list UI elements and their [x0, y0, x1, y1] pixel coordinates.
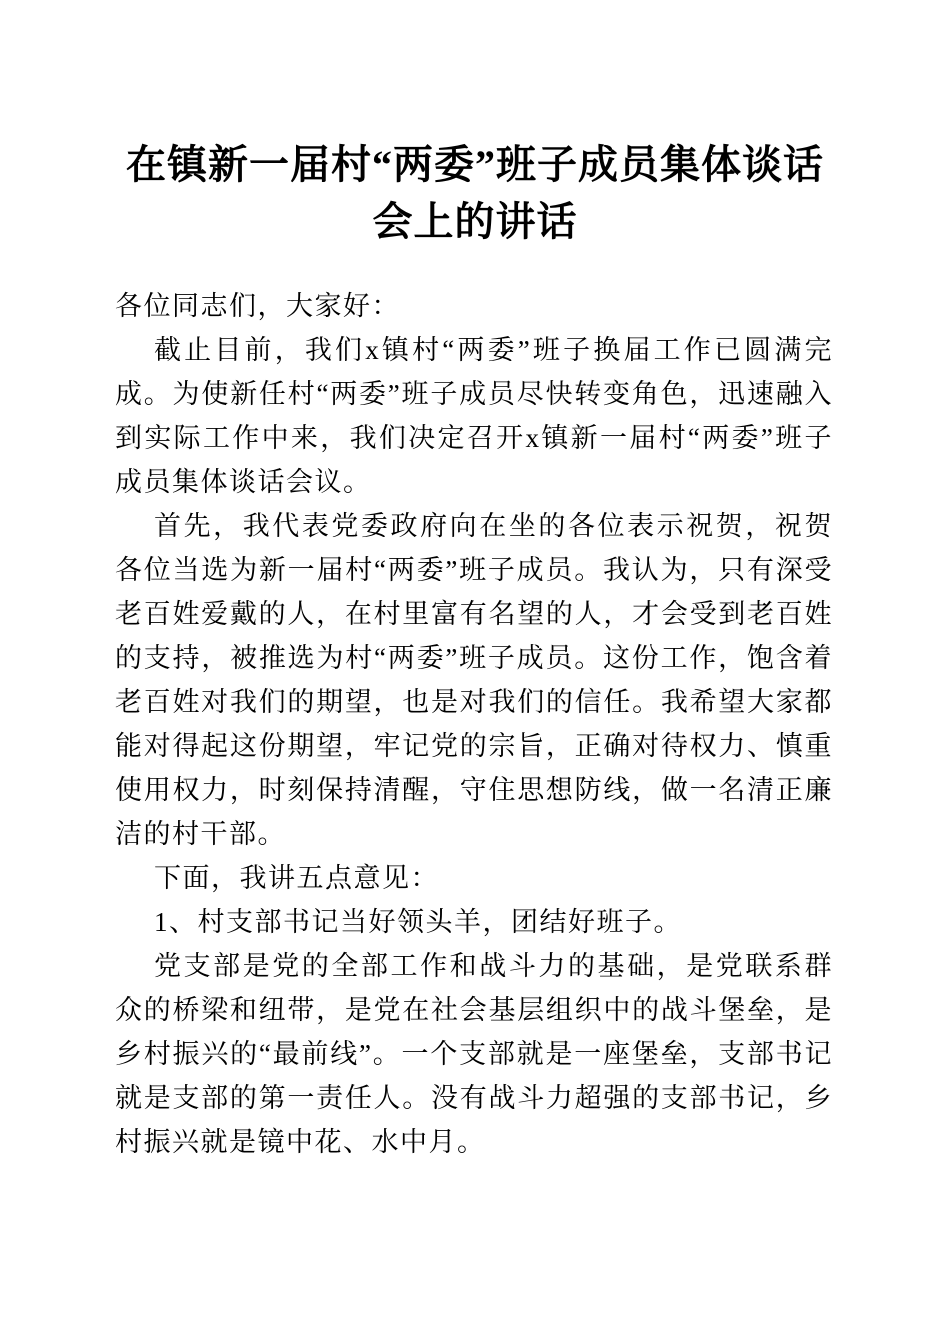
document-body [115, 284, 833, 1164]
document-title: 在镇新一届村“两委”班子成员集体谈话会上的讲话 [126, 142, 824, 244]
section-heading-1: 1、村支部书记当好领头羊，团结好班子。 [154, 907, 682, 937]
paragraph-lead-in: 下面，我讲五点意见： [154, 863, 439, 893]
paragraph-section-1-body: 党支部是党的全部工作和战斗力的基础，是党联系群众的桥梁和纽带，是党在社会基层组织中的战斗堡垒，是乡村振兴的“最前线”。一个支部就是一座堡垒，支部书记就是支部的第一责任人。没有战斗力超强的支部书记，乡村振兴就是镜中花、水中月。 [115, 951, 833, 1157]
paragraph-intro: 截止目前，我们x镇村“两委”班子换届工作已圆满完成。为使新任村“两委”班子成员尽快转变角色，迅速融入到实际工作中来，我们决定召开x镇新一届村“两委”班子成员集体谈话会议。 [115, 335, 833, 497]
paragraph-congratulations: 首先，我代表党委政府向在坐的各位表示祝贺，祝贺各位当选为新一届村“两委”班子成员。我认为，只有深受老百姓爱戴的人，在村里富有名望的人，才会受到老百姓的支持，被推选为村“两委”班子成员。这份工作，饱含着老百姓对我们的期望，也是对我们的信任。我希望大家都能对得起这份期望，牢记党的宗旨，正确对待权力、慎重使用权力，时刻保持清醒，守住思想防线，做一名清正廉洁的村干部。 [115, 511, 833, 849]
greeting-line: 各位同志们，大家好： [115, 291, 400, 321]
